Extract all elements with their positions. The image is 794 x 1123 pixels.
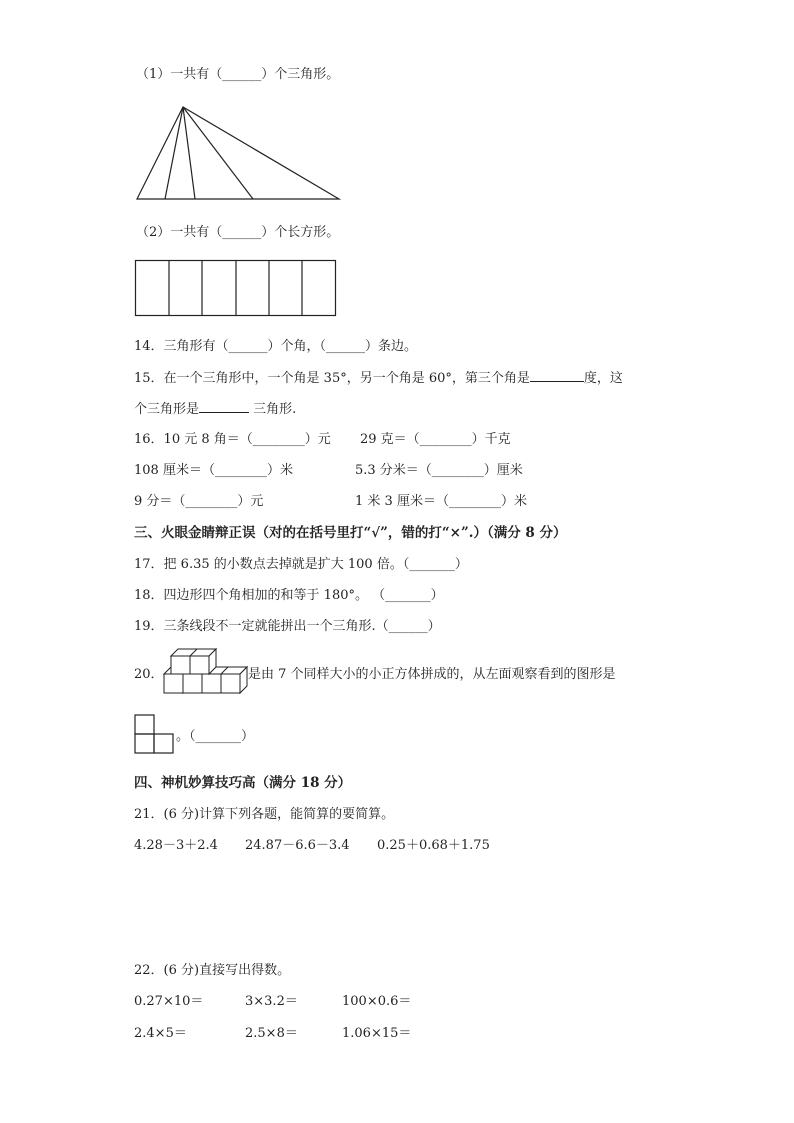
left-view-figure <box>134 714 176 756</box>
question-19: 19．三条线段不一定就能拼出一个三角形.（______） <box>134 619 441 634</box>
question-16-item-6: 1 米 3 厘米＝（________）米 <box>355 494 527 509</box>
expression-2: 24.87－6.6－3.4 <box>245 838 350 853</box>
calc-2: 3×3.2＝ <box>245 994 298 1009</box>
answer-blank-triangle-type[interactable] <box>199 400 249 413</box>
calc-1: 0.27×10＝ <box>134 994 204 1009</box>
expression-1: 4.28－3＋2.4 <box>134 838 218 853</box>
expression-3: 0.25＋0.68＋1.75 <box>377 838 490 853</box>
calc-6: 1.06×15＝ <box>342 1026 412 1041</box>
answer-blank-angle[interactable] <box>530 369 584 382</box>
question-16-item-5: 9 分＝（________）元 <box>134 494 264 509</box>
question-15-line2 <box>134 400 296 419</box>
question-20-number: 20． <box>134 667 164 682</box>
question-20-end: 。（_______） <box>176 729 255 744</box>
question-20-text: 是由 7 个同样大小的小正方体拼成的，从左面观察看到的图形是 <box>248 667 616 682</box>
calc-5: 2.5×8＝ <box>245 1026 298 1041</box>
question-16-item-1: 16．10 元 8 角＝（________）元 <box>134 432 331 447</box>
question-21: 21．(6 分)计算下列各题，能简算的要简算。 <box>134 807 395 822</box>
question-16-item-3: 108 厘米＝（________）米 <box>134 463 293 478</box>
question-18: 18．四边形四个角相加的和等于 180°。 （_______） <box>134 588 444 603</box>
question-16-item-4: 5.3 分米＝（________）厘米 <box>355 463 523 478</box>
question-15-text: 15．在一个三角形中，一个角是 35°，另一个角是 60°，第三个角是 <box>134 371 530 386</box>
question-rectangle-count: （2）一共有（______）个长方形。 <box>136 225 340 240</box>
question-triangle-count: （1）一共有（______）个三角形。 <box>136 67 340 82</box>
section-4-title: 四、神机妙算技巧高（满分 18 分） <box>134 775 352 791</box>
cube-figure <box>162 648 248 696</box>
question-14: 14．三角形有（______）个角，（______）条边。 <box>134 339 418 354</box>
section-3-title: 三、火眼金睛辩正误（对的在括号里打“√”，错的打“×”.）（满分 8 分） <box>134 525 567 541</box>
inner-line-1 <box>165 107 183 199</box>
question-15-text2: 个三角形是 <box>134 402 200 417</box>
triangle-figure <box>132 102 344 206</box>
rectangle-figure <box>134 259 338 319</box>
question-22: 22．(6 分)直接写出得数。 <box>134 963 291 978</box>
calc-4: 2.4×5＝ <box>134 1026 187 1041</box>
question-16-item-2: 29 克＝（________）千克 <box>360 432 511 447</box>
question-17: 17．把 6.35 的小数点去掉就是扩大 100 倍。（_______） <box>134 557 468 572</box>
question-15-text-end: 度，这 <box>583 371 623 386</box>
question-15-line1 <box>134 369 623 388</box>
question-15-text2-end: 三角形. <box>253 402 297 417</box>
calc-3: 100×0.6＝ <box>342 994 412 1009</box>
